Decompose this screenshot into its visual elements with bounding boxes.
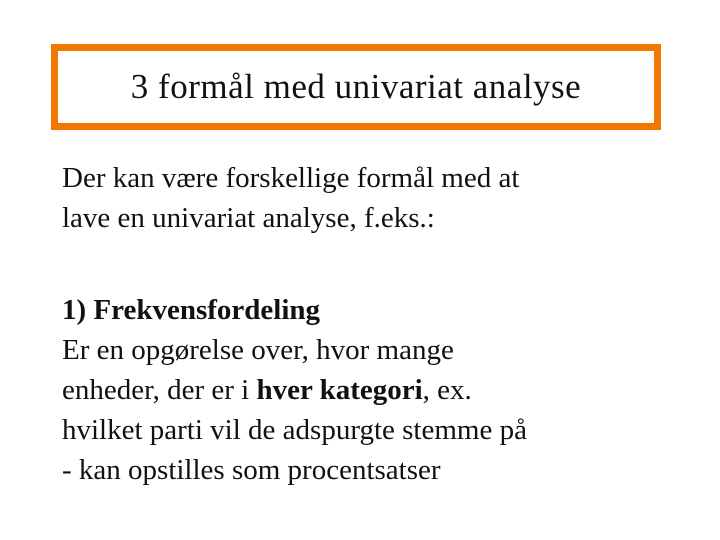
section-heading xyxy=(62,290,702,330)
slide-title: 3 formål med univariat analyse xyxy=(130,67,582,106)
title-box xyxy=(51,44,661,130)
slide-content xyxy=(62,158,702,490)
intro-line-2: lave en univariat analyse, f.eks.: xyxy=(62,202,435,234)
body-line-3: hvilket parti vil de adspurgte stemme på xyxy=(62,414,527,446)
body-line-2 xyxy=(62,370,702,410)
intro-line-1: Der kan være forskellige formål med at xyxy=(62,162,520,194)
section-heading-text: 1) Frekvensfordeling xyxy=(62,294,321,326)
body-line-1: Er en opgørelse over, hvor mange xyxy=(62,334,454,366)
body-line-2-bold: hver kategori xyxy=(256,374,423,406)
paragraph-gap xyxy=(62,238,702,290)
body-line-2-post: , ex. xyxy=(422,374,472,406)
body-line-2-pre: enheder, der er i xyxy=(62,374,257,406)
body-line-4: - kan opstilles som procentsatser xyxy=(62,454,441,486)
